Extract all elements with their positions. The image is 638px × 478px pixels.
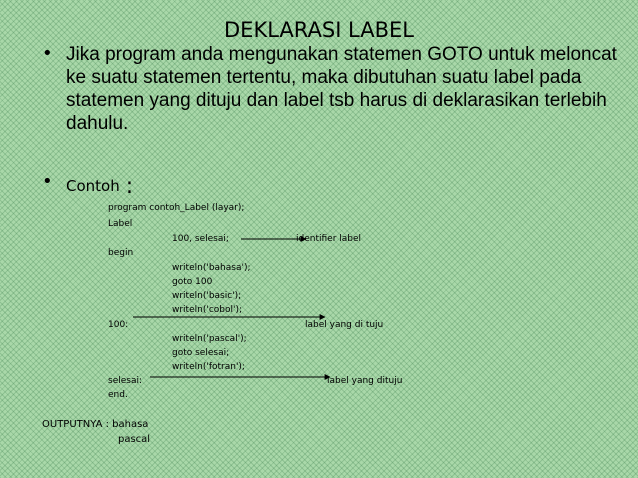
code-line-writeln-basic: writeln('basic'); — [172, 291, 242, 301]
code-line-label-keyword: Label — [108, 219, 133, 229]
annotation-label-target-1: label yang di tuju — [305, 320, 384, 330]
code-line-begin: begin — [108, 248, 134, 258]
code-line-label-declaration: 100, selesai; — [172, 234, 229, 244]
annotation-identifier-label: identifier label — [296, 234, 362, 244]
code-line-label-100: 100: — [108, 320, 129, 330]
code-line-end: end. — [108, 390, 128, 400]
code-line-goto-100: goto 100 — [172, 277, 213, 287]
code-line-goto-selesai: goto selesai; — [172, 348, 230, 358]
code-line-label-selesai: selesai: — [108, 376, 143, 386]
code-line-program: program contoh_Label (layar); — [108, 203, 245, 213]
contoh-colon: : — [125, 174, 134, 199]
code-line-writeln-pascal: writeln('pascal'); — [172, 334, 247, 344]
bullet-text-label-explanation: Jika program anda mengunakan statemen GOTO untuk meloncat ke suatu statemen tertentu, maka dibutuhan suatu label pada statemen yang dituju dan label tsb harus di deklarasikan terlebih dahulu. — [66, 44, 617, 134]
annotation-label-target-2: label yang dituju — [327, 376, 403, 386]
bullet-marker: • — [42, 43, 53, 64]
output-label: OUTPUTNYA : bahasa — [42, 419, 149, 430]
output-line-pascal: pascal — [118, 434, 151, 445]
bullet-marker-2: • — [42, 171, 53, 192]
slide-title: DEKLARASI LABEL — [224, 18, 414, 42]
contoh-label: Contoh — [66, 177, 120, 195]
code-line-writeln-bahasa: writeln('bahasa'); — [172, 263, 251, 273]
code-line-writeln-cobol: writeln('cobol'); — [172, 305, 243, 315]
code-line-writeln-fotran: writeln('fotran'); — [172, 362, 245, 372]
